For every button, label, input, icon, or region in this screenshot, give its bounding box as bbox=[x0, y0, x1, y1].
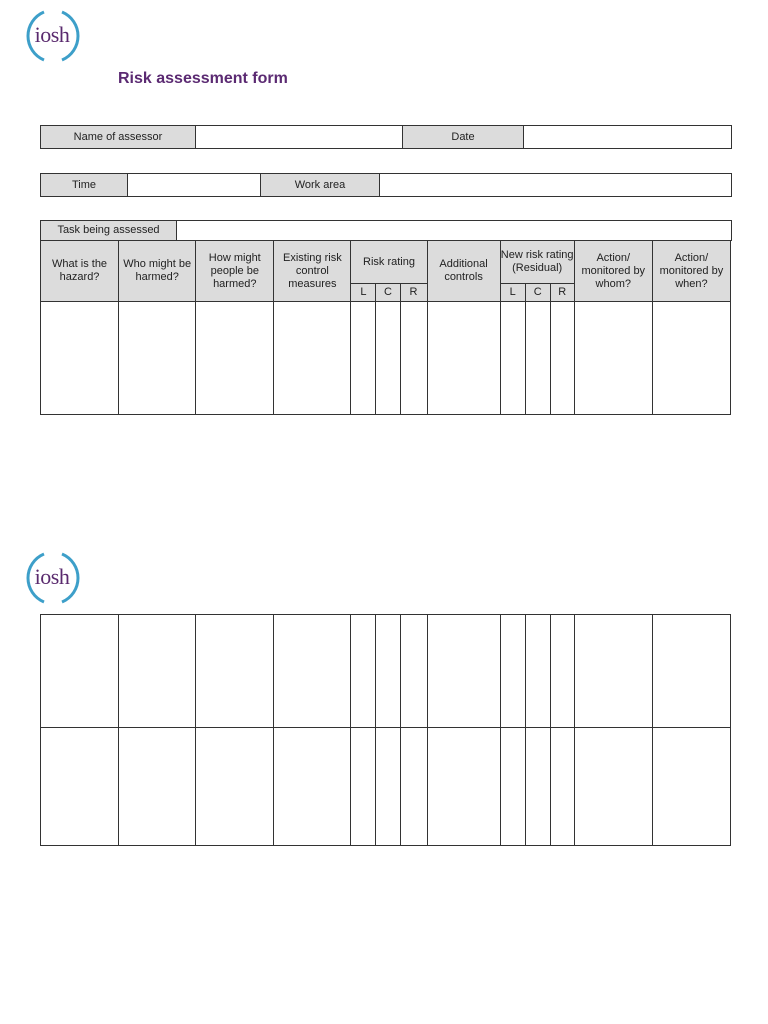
table-cell[interactable] bbox=[351, 728, 376, 846]
col-risk-l: L bbox=[351, 284, 376, 302]
col-who-harmed: Who might be harmed? bbox=[119, 241, 196, 302]
col-hazard: What is the hazard? bbox=[41, 241, 119, 302]
date-field[interactable] bbox=[524, 126, 732, 149]
table-cell[interactable] bbox=[41, 615, 119, 728]
table-cell[interactable] bbox=[351, 302, 376, 415]
col-risk-c: C bbox=[376, 284, 400, 302]
page-title: Risk assessment form bbox=[118, 70, 288, 87]
col-risk-rating: Risk rating bbox=[351, 241, 427, 284]
col-action-when: Action/ monitored by when? bbox=[652, 241, 730, 302]
table-cell[interactable] bbox=[525, 615, 550, 728]
table-cell[interactable] bbox=[41, 728, 119, 846]
task-table bbox=[40, 220, 732, 241]
table-cell[interactable] bbox=[652, 728, 730, 846]
logo-text: iosh bbox=[34, 564, 70, 589]
col-additional-controls: Additional controls bbox=[427, 241, 500, 302]
table-cell[interactable] bbox=[427, 615, 500, 728]
table-cell[interactable] bbox=[652, 615, 730, 728]
assessment-table-continued bbox=[40, 614, 731, 846]
table-row bbox=[41, 615, 731, 728]
table-cell[interactable] bbox=[525, 728, 550, 846]
table-cell[interactable] bbox=[196, 302, 274, 415]
task-field[interactable] bbox=[177, 221, 732, 241]
table-cell[interactable] bbox=[500, 728, 525, 846]
table-cell[interactable] bbox=[274, 615, 351, 728]
table-cell[interactable] bbox=[119, 615, 196, 728]
table-cell[interactable] bbox=[400, 302, 427, 415]
table-cell[interactable] bbox=[400, 615, 427, 728]
col-new-risk-rating: New risk rating (Residual) bbox=[500, 241, 574, 284]
col-existing-controls: Existing risk control measures bbox=[274, 241, 351, 302]
table-cell[interactable] bbox=[274, 728, 351, 846]
table-cell[interactable] bbox=[427, 302, 500, 415]
col-new-l: L bbox=[500, 284, 525, 302]
table-cell[interactable] bbox=[574, 728, 652, 846]
table-cell[interactable] bbox=[119, 302, 196, 415]
table-cell[interactable] bbox=[376, 302, 400, 415]
table-cell[interactable] bbox=[550, 302, 574, 415]
table-cell[interactable] bbox=[550, 615, 574, 728]
col-action-whom: Action/ monitored by whom? bbox=[574, 241, 652, 302]
logo-text: iosh bbox=[34, 22, 70, 47]
table-cell[interactable] bbox=[376, 615, 400, 728]
table-cell[interactable] bbox=[41, 302, 119, 415]
table-cell[interactable] bbox=[196, 728, 274, 846]
col-new-r: R bbox=[550, 284, 574, 302]
table-cell[interactable] bbox=[119, 728, 196, 846]
table-row bbox=[41, 302, 731, 415]
time-workarea-table bbox=[40, 173, 732, 197]
col-risk-r: R bbox=[400, 284, 427, 302]
name-of-assessor-label: Name of assessor bbox=[41, 126, 196, 149]
table-cell[interactable] bbox=[550, 728, 574, 846]
table-cell[interactable] bbox=[351, 615, 376, 728]
table-cell[interactable] bbox=[274, 302, 351, 415]
assessment-table bbox=[40, 240, 731, 415]
table-cell[interactable] bbox=[376, 728, 400, 846]
assessor-date-table bbox=[40, 125, 732, 149]
table-cell[interactable] bbox=[500, 615, 525, 728]
table-row bbox=[41, 728, 731, 846]
name-of-assessor-field[interactable] bbox=[196, 126, 403, 149]
iosh-logo bbox=[24, 9, 84, 63]
table-cell[interactable] bbox=[196, 615, 274, 728]
table-cell[interactable] bbox=[500, 302, 525, 415]
date-label: Date bbox=[403, 126, 524, 149]
col-how-harmed: How might people be harmed? bbox=[196, 241, 274, 302]
table-cell[interactable] bbox=[652, 302, 730, 415]
time-label: Time bbox=[41, 174, 128, 197]
table-cell[interactable] bbox=[400, 728, 427, 846]
iosh-logo-page2 bbox=[24, 551, 84, 605]
time-field[interactable] bbox=[128, 174, 261, 197]
table-cell[interactable] bbox=[427, 728, 500, 846]
table-cell[interactable] bbox=[574, 302, 652, 415]
task-label: Task being assessed bbox=[41, 221, 177, 241]
work-area-label: Work area bbox=[261, 174, 380, 197]
table-cell[interactable] bbox=[525, 302, 550, 415]
table-cell[interactable] bbox=[574, 615, 652, 728]
work-area-field[interactable] bbox=[380, 174, 732, 197]
col-new-c: C bbox=[525, 284, 550, 302]
